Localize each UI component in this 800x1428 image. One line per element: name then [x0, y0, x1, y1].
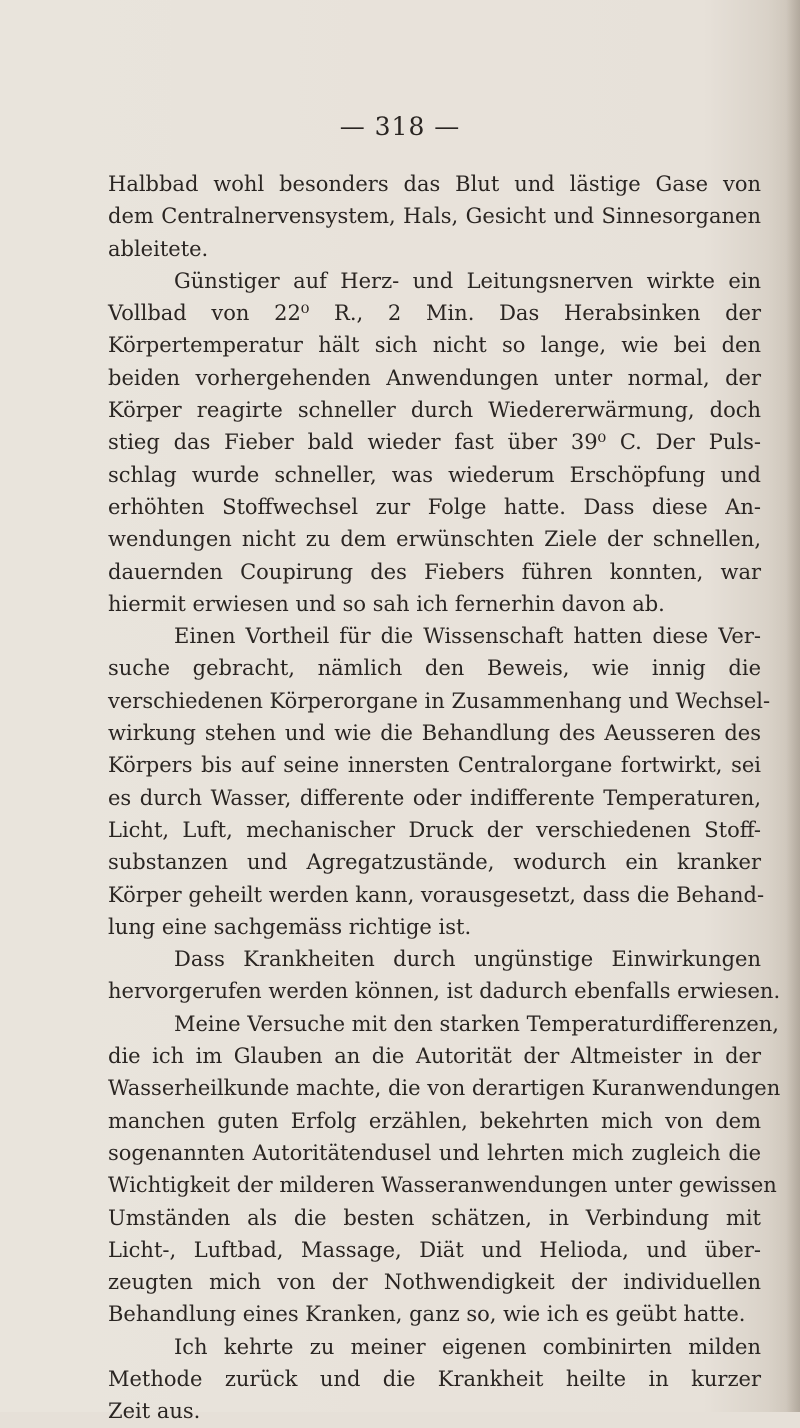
text-line: substanzen und Agregatzustände, wodurch ein kranker: [108, 850, 761, 875]
text-line: Körper reagirte schneller durch Wiedererwärmung, doch: [108, 398, 761, 423]
body-text: [108, 168, 781, 1428]
text-line: Licht, Luft, mechanischer Druck der verschiedenen Stoff-: [108, 817, 761, 842]
text-line: stieg das Fieber bald wieder fast über 39⁰ C. Der Puls-: [108, 430, 761, 455]
text-line: Meine Versuche mit den starken Temperaturdifferenzen,: [174, 1011, 779, 1036]
text-line: Wasserheilkunde machte, die von derartigen Kuranwendungen: [108, 1076, 781, 1101]
text-line: Vollbad von 22⁰ R., 2 Min. Das Herabsinken der: [108, 301, 761, 326]
text-line: ableitete.: [108, 236, 209, 261]
text-line: Methode zurück und die Krankheit heilte in kurzer: [108, 1366, 761, 1391]
page-number: — 318 —: [339, 112, 461, 141]
text-line: schlag wurde schneller, was wiederum Erschöpfung und: [108, 462, 761, 487]
text-line: dauernden Coupirung des Fiebers führen konnten, war: [108, 559, 761, 584]
text-line: lung eine sachgemäss richtige ist.: [108, 914, 472, 939]
paragraph: [108, 265, 761, 620]
text-line: Dass Krankheiten durch ungünstige Einwirkungen: [174, 947, 761, 972]
text-line: Körpertemperatur hält sich nicht so lange, wie bei den: [108, 333, 761, 358]
paragraph: [108, 168, 761, 265]
text-line: manchen guten Erfolg erzählen, bekehrten mich von dem: [108, 1108, 761, 1133]
text-line: Günstiger auf Herz- und Leitungsnerven wirkte ein: [174, 268, 761, 293]
text-line: suche gebracht, nämlich den Beweis, wie innig die: [108, 656, 761, 681]
text-line: Behandlung eines Kranken, ganz so, wie ich es geübt hatte.: [108, 1302, 746, 1327]
text-line: hiermit erwiesen und so sah ich fernerhin davon ab.: [108, 591, 665, 616]
text-line: es durch Wasser, differente oder indifferente Temperaturen,: [108, 785, 761, 810]
page-edge-shadow: [786, 0, 800, 1412]
text-line: Körpers bis auf seine innersten Centralorgane fortwirkt, sei: [108, 753, 761, 778]
paragraph: [108, 620, 771, 943]
text-line: sogenannten Autoritätendusel und lehrten mich zugleich die: [108, 1140, 761, 1165]
text-line: Licht-, Luftbad, Massage, Diät und Helioda, und über-: [108, 1237, 761, 1262]
text-line: Einen Vortheil für die Wissenschaft hatten diese Ver-: [174, 624, 761, 649]
text-line: wirkung stehen und wie die Behandlung des Aeusseren des: [108, 721, 761, 746]
text-line: Körper geheilt werden kann, vorausgesetzt, dass die Behand-: [108, 882, 765, 907]
text-line: dem Centralnervensystem, Hals, Gesicht und Sinnesorganen: [108, 204, 761, 229]
text-line: wendungen nicht zu dem erwünschten Ziele der schnellen,: [108, 527, 761, 552]
text-line: zeugten mich von der Nothwendigkeit der individuellen: [108, 1270, 761, 1295]
text-line: Halbbad wohl besonders das Blut und lästige Gase von: [108, 172, 761, 196]
text-line: verschiedenen Körperorgane in Zusammenhang und Wechsel-: [108, 688, 771, 713]
paragraph: [108, 943, 781, 1008]
text-line: erhöhten Stoffwechsel zur Folge hatte. Dass diese An-: [108, 494, 761, 519]
text-line: Umständen als die besten schätzen, in Verbindung mit: [108, 1205, 761, 1230]
text-line: hervorgerufen werden können, ist dadurch ebenfalls erwiesen.: [108, 979, 781, 1004]
text-line: Wichtigkeit der milderen Wasseranwendungen unter gewissen: [108, 1173, 777, 1198]
text-line: beiden vorhergehenden Anwendungen unter normal, der: [108, 365, 761, 390]
paragraph: [108, 1008, 781, 1331]
text-line: die ich im Glauben an die Autorität der Altmeister in der: [108, 1044, 761, 1069]
text-line: Ich kehrte zu meiner eigenen combinirten milden: [174, 1334, 761, 1359]
paragraph: [108, 1331, 761, 1428]
text-line: Zeit aus.: [108, 1399, 201, 1424]
